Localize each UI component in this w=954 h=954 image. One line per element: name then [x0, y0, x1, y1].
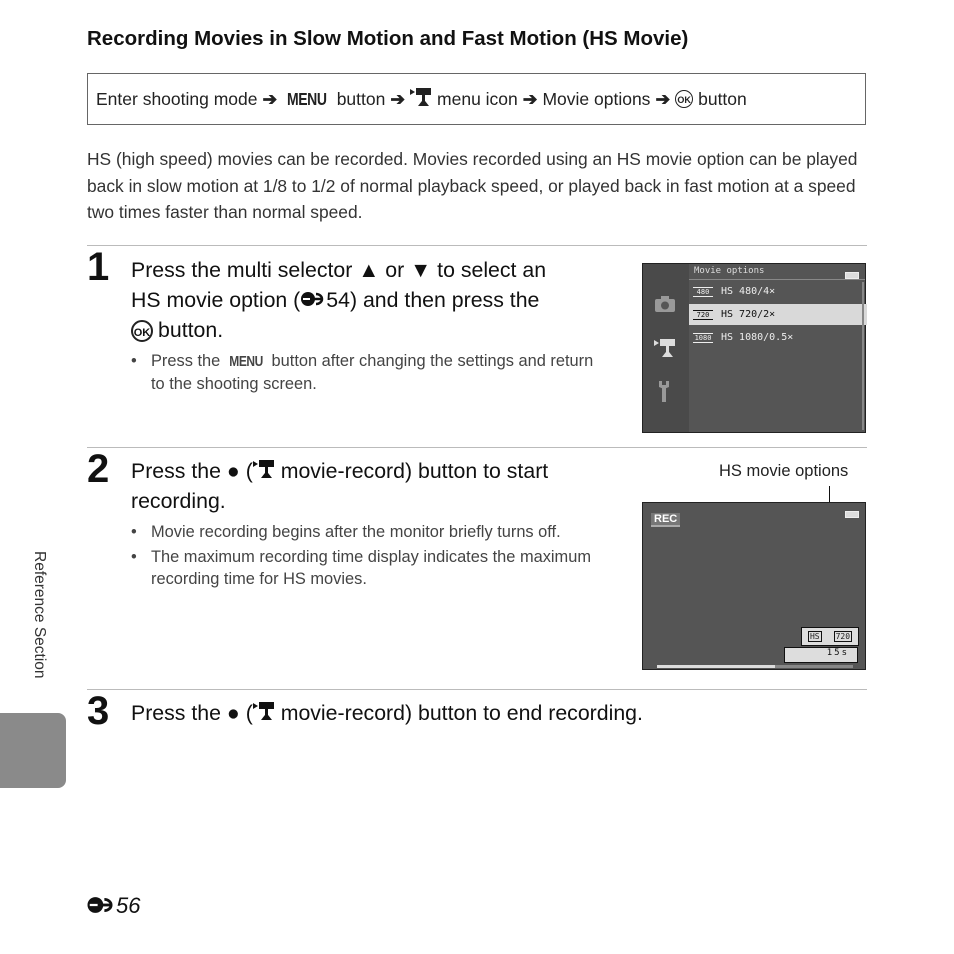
up-arrow-icon: ▲	[358, 258, 380, 282]
resolution-badge: 720	[693, 310, 713, 320]
step-1-text: Press the multi selector ▲ or ▼ to select an HS movie option ( 54) and then press the OK button.	[131, 258, 547, 342]
down-arrow-icon: ▼	[410, 258, 432, 282]
battery-icon	[845, 511, 859, 518]
resolution-badge: 480	[693, 287, 713, 297]
scrollbar	[862, 282, 864, 430]
screen-divider	[689, 279, 865, 280]
menu-option-label: HS 1080/0.5×	[721, 332, 794, 343]
step-3-text: Press the ● ( movie-record) button to end recording.	[131, 699, 643, 729]
menu-list	[689, 281, 867, 361]
ok-button-icon: OK	[675, 90, 693, 108]
arrow-icon: ➔	[655, 88, 671, 109]
path-step-movie-options: Movie options	[542, 88, 651, 109]
remaining-time: 15s	[784, 647, 858, 663]
screen-title: Movie options	[694, 266, 765, 276]
menu-option-label: HS 480/4×	[721, 286, 776, 297]
list-item: • Movie recording begins after the monitor briefly turns off.	[131, 521, 611, 543]
reference-section-icon	[300, 286, 326, 316]
page-heading: Recording Movies in Slow Motion and Fast Motion (HS Movie)	[87, 27, 689, 50]
menu-button-icon: MENU	[287, 88, 327, 109]
list-item: • The maximum recording time display indicates the maximum recording time for HS movies.	[131, 546, 611, 590]
menu-option[interactable]	[689, 304, 867, 325]
arrow-icon: ➔	[522, 88, 538, 109]
movie-record-icon	[253, 700, 275, 730]
divider	[87, 245, 867, 246]
movie-icon	[653, 338, 677, 363]
record-button-icon: ●	[226, 459, 240, 483]
menu-option[interactable]	[689, 281, 867, 302]
arrow-icon: ➔	[390, 88, 406, 109]
movie-menu-icon	[410, 87, 432, 112]
menu-path-box	[87, 73, 866, 125]
resolution-badge: 1080	[694, 333, 712, 342]
divider	[87, 689, 867, 690]
path-step-menu-icon: menu icon	[437, 88, 518, 109]
record-button-icon: ●	[226, 701, 240, 725]
menu-option[interactable]	[689, 327, 867, 348]
path-step-shooting: Enter shooting mode	[96, 88, 258, 109]
menu-option-label: HS 720/2×	[721, 309, 776, 320]
step-number: 2	[87, 447, 110, 491]
progress-track	[657, 665, 853, 668]
hs-movie-option-badge: HS 720	[801, 627, 859, 646]
page-number: 56	[86, 893, 140, 920]
section-tab	[0, 713, 66, 788]
intro-paragraph: HS (high speed) movies can be recorded. Movies recorded using an HS movie option can be played back in slow motion at 1/8 to 1/2 of normal playback speed, or played back in fast motion at a speed two times faster than normal speed.	[87, 149, 858, 222]
recording-screen	[642, 502, 866, 670]
movie-record-icon	[253, 458, 275, 488]
divider	[87, 447, 867, 448]
arrow-icon: ➔	[262, 88, 278, 109]
battery-icon	[845, 272, 859, 279]
path-step-button: button	[336, 88, 386, 109]
step-2-text: Press the ● ( movie-record) button to start recording.	[131, 459, 549, 514]
movie-options-screen	[642, 263, 866, 433]
menu-button-icon: MENU	[229, 353, 263, 370]
step-number: 3	[87, 689, 110, 733]
reference-section-icon	[86, 894, 116, 920]
rec-indicator: REC	[651, 513, 680, 527]
step-number: 1	[87, 245, 110, 289]
section-label: Reference Section	[31, 551, 48, 679]
menu-sidebar	[643, 264, 689, 432]
ok-button-icon: OK	[131, 320, 153, 342]
progress-fill	[657, 665, 775, 668]
camera-icon	[655, 296, 675, 317]
step-1-bullet: • Press the MENU button after changing the settings and return to the shooting screen.	[131, 350, 611, 395]
path-step-ok-button: button	[698, 88, 747, 109]
step-2-bullets	[131, 521, 611, 590]
callout-label: HS movie options	[719, 462, 849, 480]
wrench-icon	[655, 380, 673, 407]
